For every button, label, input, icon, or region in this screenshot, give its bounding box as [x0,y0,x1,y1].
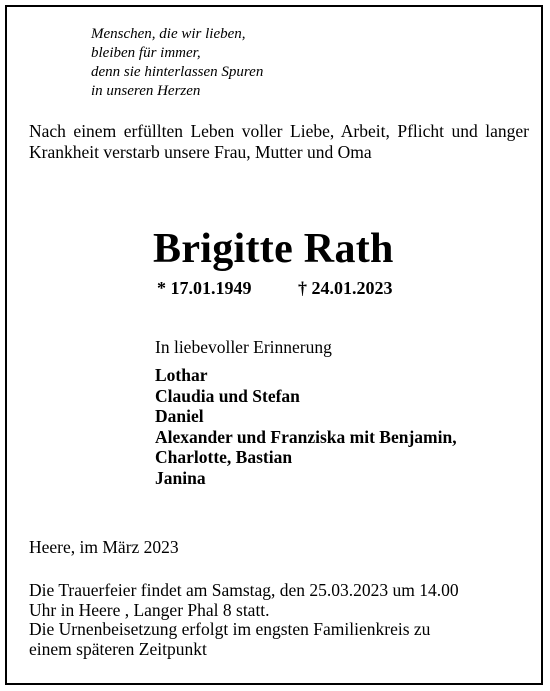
family-member: Claudia und Stefan [155,385,300,406]
funeral-line: Die Urnenbeisetzung erfolgt im engsten Familienkreis zu [29,619,431,639]
birth-date: * 17.01.1949 [157,278,252,298]
family-member: Alexander und Franziska mit Benjamin, [155,426,457,447]
funeral-line: Die Trauerfeier findet am Samstag, den 25.03.2023 um 14.00 [29,580,459,600]
family-list [155,365,457,488]
poem-line: bleiben für immer, [91,45,201,61]
poem-line: Menschen, die wir lieben, [91,26,246,42]
family-member: Janina [155,467,206,488]
family-member: Daniel [155,406,204,426]
intro-text: Nach einem erfüllten Leben voller Liebe, Arbeit, Pflicht und langer Krankheit verstarb unsere Frau, Mutter und Oma [29,121,529,162]
family-member: Charlotte, Bastian [155,447,293,467]
memorial-poem [91,25,263,101]
deceased-name: Brigitte Rath [153,226,394,272]
death-date: † 24.01.2023 [298,278,393,298]
place-date: Heere, im März 2023 [29,537,179,557]
funeral-line: einem späteren Zeitpunkt [29,638,207,659]
poem-line: in unseren Herzen [91,83,201,99]
obituary-notice [5,5,543,685]
funeral-info [29,581,509,659]
poem-line: denn sie hinterlassen Spuren [91,64,264,80]
funeral-line: Uhr in Heere , Langer Phal 8 statt. [29,599,270,620]
family-member: Lothar [155,365,208,385]
life-dates [157,277,393,299]
memory-line: In liebevoller Erinnerung [155,337,332,357]
